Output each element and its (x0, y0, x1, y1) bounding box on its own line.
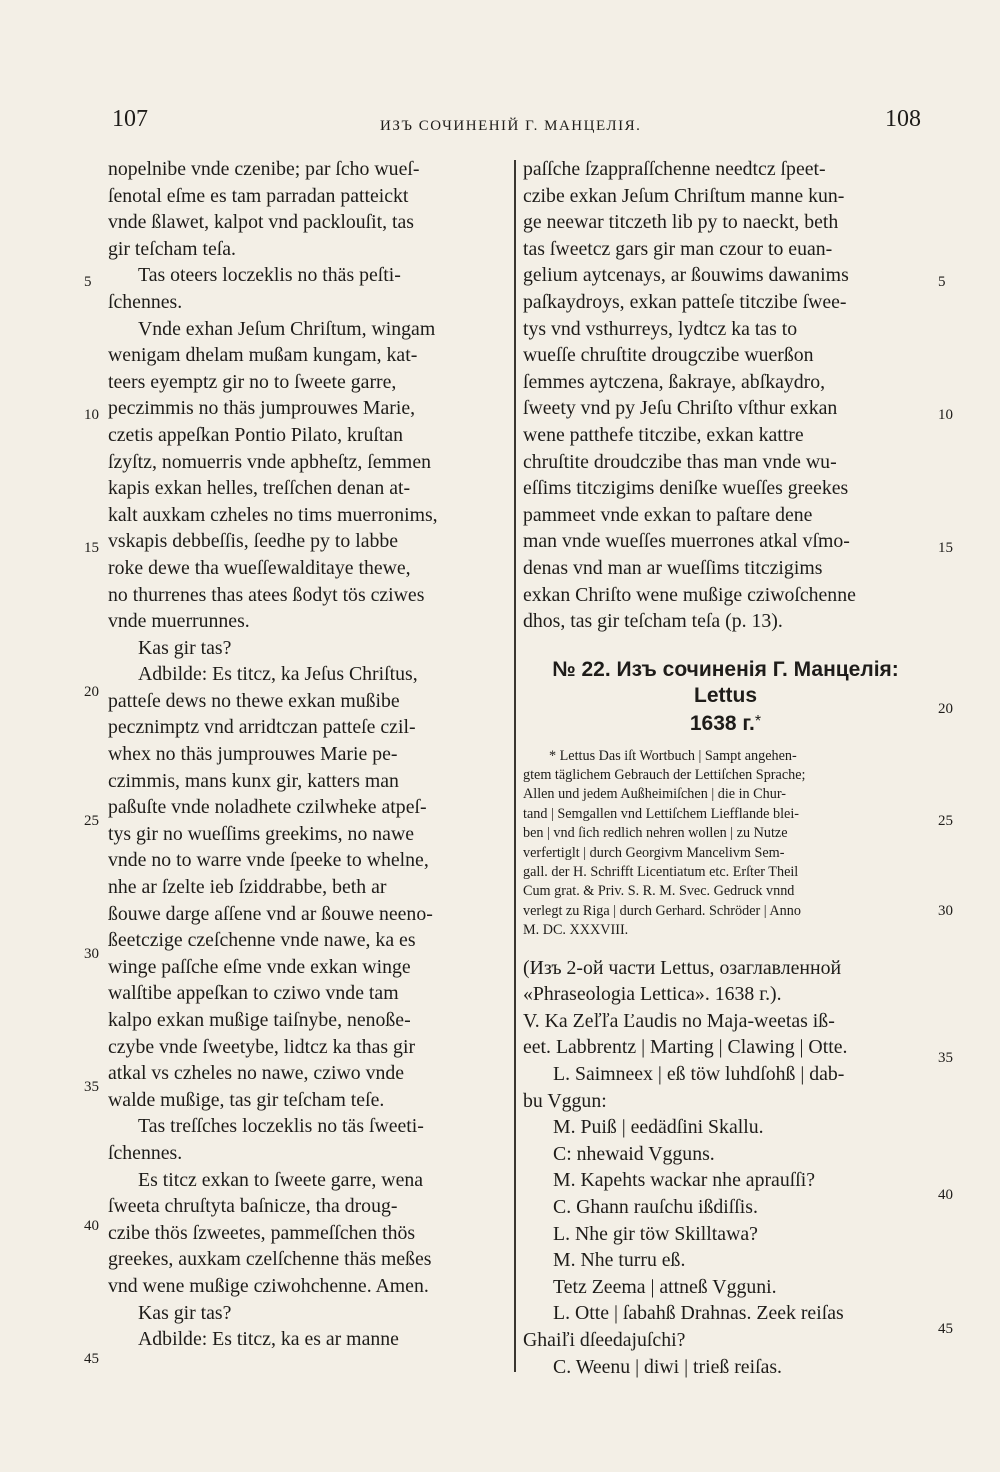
text-line: czibe thös ſzweetes, pammeſſchen thös (108, 1221, 416, 1244)
text-line: tys vnd vsthurreys, lydtcz ka tas to (523, 317, 798, 340)
section-title: № 22. Изъ сочиненія Г. Манцелія: Lettus (552, 657, 899, 707)
text-line: M. Puiß | eedädſini Skallu. (553, 1116, 764, 1139)
text-line: ſenotal eſme es tam parradan patteickt (108, 184, 409, 207)
footnote-line: Cum grat. & Priv. S. R. M. Svec. Gedruck vnnd (523, 883, 795, 900)
page-number-right: 108 (885, 106, 921, 132)
line-number: 40 (938, 1187, 953, 1203)
text-line: Adbilde: Es titcz, ka es ar manne (138, 1328, 399, 1351)
text-line: vskapis debbeſſis, ſeedhe py to labbe (108, 530, 399, 553)
column-divider (514, 160, 516, 1372)
text-line: teers eyemptz gir no to ſweete garre, (108, 370, 397, 393)
text-line: exkan Chriſto wene mußige cziwoſchenne (523, 583, 856, 606)
text-line: ſzyſtz, nomuerris vnde apbheſtz, ſemmen (108, 450, 431, 473)
text-line: ſemmes aytczena, ßakraye, abſkaydro, (523, 370, 826, 393)
footnote-line: M. DC. XXXVIII. (523, 922, 629, 939)
line-number: 45 (938, 1321, 953, 1337)
text-line: tys gir no wueſſims greekims, no nawe (108, 822, 415, 845)
footnote-line: gall. der H. Schrifft Licentiatum etc. Erſter Theil (523, 864, 799, 881)
footnote-line: gtem täglichem Gebrauch der Lettiſchen Sprache; (523, 767, 806, 784)
text-line: walde mußige, tas gir teſcham teſe. (108, 1088, 385, 1111)
text-line: Kas gir tas? (138, 1301, 232, 1324)
text-line: whex no thäs jumprouwes Marie pe- (108, 743, 398, 766)
text-line: pammeet vnde exkan to paſtare dene (523, 503, 813, 526)
text-line: Tetz Zeema | attneß Vgguni. (553, 1275, 777, 1298)
text-line: vnde muerrunnes. (108, 610, 250, 633)
text-line: kalpo exkan mußige taiſnybe, nenoße- (108, 1009, 411, 1031)
text-line: kalt auxkam czheles no tims muerronims, (108, 503, 438, 526)
text-line: ſchennes. (108, 290, 183, 313)
text-line: Ghaiľi dſeedajuſchi? (523, 1328, 686, 1351)
text-line: L. Otte | ſabahß Drahnas. Zeek reiſas (553, 1302, 844, 1325)
text-line: czetis appeſkan Pontio Pilato, kruſtan (108, 423, 404, 446)
text-line: vnde ßlawet, kalpot vnd packlouſit, tas (108, 211, 414, 234)
line-number: 15 (938, 540, 953, 556)
text-line: V. Ka Zeľľa Ľaudis no Maja-weetas iß- (523, 1009, 835, 1032)
text-line: L. Nhe gir töw Skilltawa? (553, 1222, 758, 1245)
text-line: czibe exkan Jeſum Chriſtum manne kun- (523, 184, 845, 207)
text-line: Vnde exhan Jeſum Chriſtum, wingam (138, 317, 436, 340)
text-line: ſweety vnd py Jeſu Chriſto vſthur exkan (523, 397, 838, 420)
text-line: ſchennes. (108, 1141, 183, 1164)
text-line: Adbilde: Es titcz, ka Jeſus Chriſtus, (138, 663, 418, 686)
text-line: Tas oteers loczeklis no thäs peſti- (138, 264, 401, 287)
text-line: Es titcz exkan to ſweete garre, wena (138, 1168, 424, 1191)
text-line: wenigam dhelam mußam kungam, kat- (108, 344, 418, 367)
text-line: denas vnd man ar wueſſims titczigims (523, 556, 823, 579)
left-column (108, 156, 510, 1353)
text-line: C. Ghann rauſchu ißdiſſis. (553, 1195, 758, 1218)
line-number: 20 (84, 684, 99, 700)
text-line: eet. Labbrentz | Marting | Clawing | Otte. (523, 1036, 848, 1059)
text-line: man vnde wueſſes muerrones atkal vſmo- (523, 530, 850, 553)
text-line: atkal vs czheles no nawe, cziwo vnde (108, 1062, 405, 1085)
text-line: nhe ar ſzelte ieb ſziddrabbe, beth ar (108, 876, 387, 899)
line-number: 20 (938, 701, 953, 717)
line-number: 25 (84, 813, 99, 829)
text-line: ßouwe darge aſſene vnd ar ßouwe neeno- (108, 902, 433, 925)
text-line: wene patthefe titczibe, exkan kattre (523, 423, 804, 446)
footnote (523, 747, 928, 941)
text-line: greekes, auxkam czelſchenne thäs meßes (108, 1248, 432, 1271)
text-line: M. Nhe turru eß. (553, 1249, 686, 1272)
footnote-marker: * (754, 712, 762, 730)
text-line: ſweeta chruſtyta baſnicze, tha droug- (108, 1195, 398, 1218)
line-number: 35 (84, 1079, 99, 1095)
footnote-line: Allen und jedem Außheimiſchen | die in Chur- (523, 786, 787, 803)
line-number: 30 (84, 946, 99, 962)
text-line: patteſe dews no thewe exkan mußibe (108, 689, 400, 712)
text-line: ßeetczige czeſchenne vnde nawe, ka es (108, 929, 416, 952)
text-line: pecznimptz vnd arridtczan patteſe czil- (108, 716, 416, 739)
text-line: paſſche ſzappraſſchenne needtcz ſpeet- (523, 158, 826, 180)
running-title: ИЗЪ СОЧИНЕНІЙ Г. МАНЦЕЛІЯ. (380, 118, 642, 134)
text-line: bu Vggun: (523, 1089, 607, 1112)
text-line: winge paſſche eſme vnde exkan winge (108, 955, 411, 978)
text-line: vnd wene mußige cziwohchenne. Amen. (108, 1274, 429, 1297)
text-line: Tas treſſches loczeklis no täs ſweeti- (138, 1115, 424, 1138)
line-number: 10 (84, 407, 99, 423)
line-number: 5 (938, 274, 946, 290)
section-title-year (523, 709, 928, 737)
text-line: kapis exkan helles, treſſchen denan at- (108, 477, 411, 500)
text-line: walſtibe appeſkan to cziwo vnde tam (108, 982, 399, 1005)
text-line: eſſims titczigims deniſke wueſſes greekes (523, 477, 849, 500)
right-column (523, 156, 928, 1380)
text-line: C: nhewaid Vgguns. (553, 1142, 715, 1165)
text-line: paßuſte vnde noladhete czilwheke atpeſ- (108, 796, 427, 819)
text-line: dhos, tas gir teſcham teſa (p. 13). (523, 610, 783, 633)
line-number: 40 (84, 1218, 99, 1234)
line-number: 15 (84, 540, 99, 556)
section-title-year-text: 1638 г. (689, 711, 755, 735)
line-number: 5 (84, 274, 92, 290)
text-line: ge neewar titczeth lib py to naeckt, beth (523, 211, 839, 234)
footnote-line: tand | Semgallen vnd Lettiſchem Liefflande blei- (523, 805, 799, 822)
line-number: 25 (938, 813, 953, 829)
text-line: czybe vnde ſweetybe, lidtcz ka thas gir (108, 1035, 416, 1058)
text-line: roke dewe tha wueſſewalditaye thewe, (108, 556, 411, 579)
text-line: nopelnibe vnde czenibe; par ſcho wueſ- (108, 158, 420, 180)
text-line: Kas gir tas? (138, 636, 232, 659)
line-number: 35 (938, 1050, 953, 1066)
text-line: peczimmis no thäs jumprouwes Marie, (108, 397, 416, 420)
footnote-line: * Lettus Das iſt Wortbuch | Sampt angehen- (549, 747, 797, 764)
text-line: chruſtite droudczibe thas man vnde wu- (523, 450, 837, 473)
text-line: C. Weenu | diwi | trieß reiſas. (553, 1355, 782, 1378)
page-number-left: 107 (112, 106, 148, 132)
line-number: 30 (938, 903, 953, 919)
text-line: wueſſe chruſtite drougczibe wuerßon (523, 344, 814, 367)
text-line: L. Saimneex | eß töw luhdſohß | dab- (553, 1062, 845, 1085)
text-line: (Изъ 2-ой части Lettus, озаглавленной (523, 956, 842, 979)
text-line: M. Kapehts wackar nhe aprauſſi? (553, 1169, 815, 1192)
text-line: paſkaydroys, exkan patteſe titczibe ſwee- (523, 290, 847, 313)
text-line: gelium aytcenays, ar ßouwims dawanims (523, 264, 849, 287)
text-line: «Phraseologia Lettica». 1638 г.). (523, 983, 782, 1006)
line-number: 10 (938, 407, 953, 423)
text-line: tas ſweetcz gars gir man czour to euan- (523, 237, 833, 260)
footnote-line: verfertiglt | durch Georgivm Mancelivm Sem- (523, 844, 785, 861)
line-number: 45 (84, 1351, 99, 1367)
text-line: vnde no to warre vnde ſpeeke to whelne, (108, 849, 429, 872)
text-line: no thurrenes thas atees ßodyt tös cziwes (108, 583, 425, 606)
footnote-line: ben | vnd ſich redlich nehren wollen | zu Nutze (523, 825, 788, 842)
text-line: gir teſcham teſa. (108, 237, 236, 260)
text-line: czimmis, mans kunx gir, katters man (108, 769, 399, 792)
footnote-line: verlegt zu Riga | durch Gerhard. Schröder | Anno (523, 902, 801, 919)
